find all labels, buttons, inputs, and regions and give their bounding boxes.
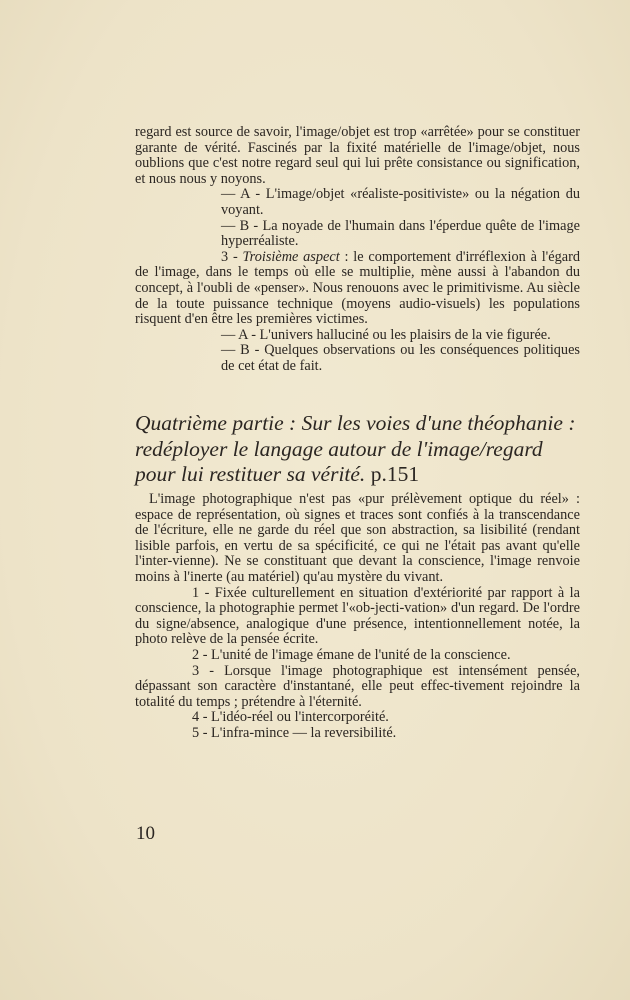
point-3: 3 - Lorsque l'image photographique est intensément pensée, dépassant son caractère d'instantané, elle peut effec-tivement rejoindre la totalité du temps ; prétendre à l'éternité.	[135, 662, 580, 710]
top-text-block	[135, 125, 580, 375]
point-1: 1 - Fixée culturellement en situation d'extériorité par rapport à la conscience, la photographie permet l'«ob-jecti-vation» d'un regard. De l'ordre du signe/absence, analogique d'une présence, intentionnellement notée, la photo relève de la pensée écrite.	[135, 584, 580, 648]
bottom-text-block	[135, 492, 580, 742]
section-number: 3 -	[221, 248, 243, 265]
heading-page-ref: p.151	[365, 462, 420, 486]
point-5: 5 - L'infra-mince — la reversibilité.	[192, 724, 397, 741]
list-item-a2: — A - L'univers halluciné ou les plaisirs de la vie figurée.	[221, 326, 551, 343]
list-item-a1: — A - L'image/objet «réaliste-positiviste» ou la négation du voyant.	[221, 186, 580, 218]
paragraph-troisieme-aspect	[135, 250, 580, 328]
page-number: 10	[136, 823, 155, 844]
point-2: 2 - L'unité de l'image émane de l'unité de la conscience.	[192, 646, 511, 663]
list-item-b1: — B - La noyade de l'humain dans l'éperdue quête de l'image hyperréaliste.	[221, 217, 580, 250]
heading-text: Quatrième partie : Sur les voies d'une théophanie : redéployer le langage autour de l'image/regard pour lui restituer sa vérité.	[135, 411, 576, 486]
section-heading	[135, 411, 585, 488]
paragraph-regard: regard est source de savoir, l'image/objet est trop «arrêtée» pour se constituer garante de vérité. Fascinés par la fixité matérielle de l'image/objet, nous oublions que c'est notre regard seul qui lui prête consistance ou signification, et nous nous y noyons.	[135, 124, 580, 187]
section-title-italic: Troisième aspect	[242, 248, 340, 265]
point-4: 4 - L'idéo-réel ou l'intercorporéité.	[192, 709, 389, 726]
paragraph-intro: L'image photographique n'est pas «pur prélèvement optique du réel» : espace de représentation, où signes et traces sont confiés à la transcendance de l'écriture, elle ne garde du réel que son abstraction, sa lisibilité (rendant lisible parfois, en vertu de sa spécificité, ce qui ne l'était pas avant qu'elle l'inter-vienne). Ne se constituant que devant la conscience, l'image renvoie moins à l'inerte (au matériel) qu'au mystère du vivant.	[135, 491, 580, 585]
section-text: : le comportement d'irréflexion à l'égard de l'image, dans le temps où elle se multiplie, mène aussi à l'abandon du concept, à l'oubli de «penser». Nous renouons avec le primitivisme. Au siècle de la toute puissance technique (moyens audio-visuels) les populations risquent d'en être les premières victimes.	[135, 248, 581, 328]
list-item-b2: — B - Quelques observations ou les conséquences politiques de cet état de fait.	[221, 342, 580, 374]
